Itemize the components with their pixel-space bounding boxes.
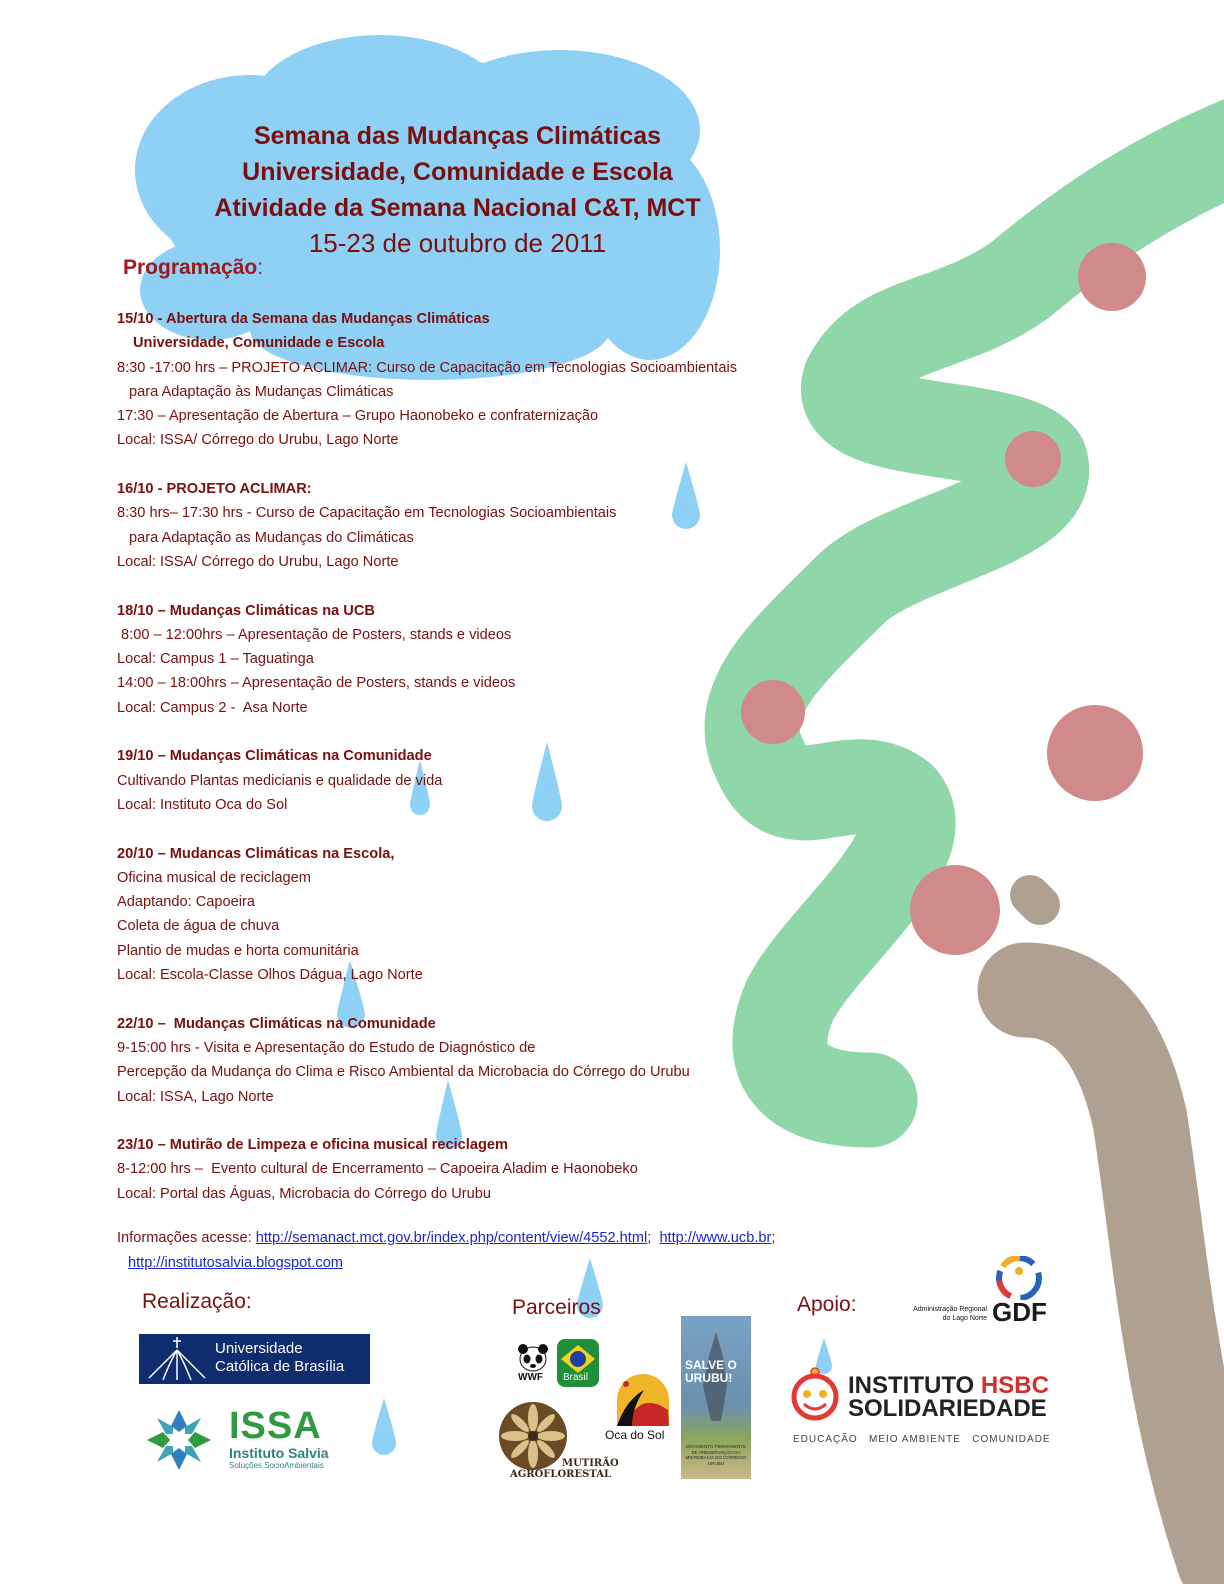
event-location: Local: Campus 1 – Taguatinga <box>117 651 314 668</box>
header-subtitle: Universidade, Comunidade e Escola <box>242 158 673 186</box>
urubu-line1: SALVE O <box>685 1358 737 1372</box>
issa-name: ISSA <box>229 1405 322 1447</box>
programacao-heading <box>123 256 263 280</box>
header-activity: Atividade da Semana Nacional C&T, MCT <box>214 194 701 222</box>
hsbc-instituto: INSTITUTO <box>848 1372 981 1399</box>
event-22-10 <box>117 1012 767 1109</box>
hsbc-tagline: EDUCAÇÃO MEIO AMBIENTE COMUNIDADE <box>793 1434 1051 1445</box>
gdf-line2: do Lago Norte <box>942 1315 987 1322</box>
link-ucb[interactable]: http://www.ucb.br <box>659 1230 772 1246</box>
event-19-10 <box>117 744 767 817</box>
info-separator: ; <box>647 1230 660 1246</box>
event-location: Local: ISSA/ Córrego do Urubu, Lago Norte <box>117 553 399 570</box>
mutirao-line2: AGROFLORESTAL <box>510 1469 612 1480</box>
event-title: 15/10 - Abertura da Semana das Mudanças Climáticas <box>117 311 490 327</box>
event-subtitle: Universidade, Comunidade e Escola <box>133 335 385 352</box>
issa-flower-icon <box>138 1405 220 1475</box>
ucb-cathedral-icon <box>143 1334 213 1384</box>
event-line: Oficina musical de reciclagem <box>117 869 311 886</box>
event-line: Plantio de mudas e horta comunitária <box>117 942 359 959</box>
info-prefix: Informações acesse: <box>117 1230 256 1246</box>
event-23-10 <box>117 1133 767 1206</box>
ucb-logo <box>139 1334 370 1384</box>
parceiros-label: Parceiros <box>512 1296 601 1319</box>
salve-urubu-poster <box>681 1316 751 1479</box>
mutirao-mandala-icon <box>497 1401 569 1471</box>
event-location: Local: Campus 2 - Asa Norte <box>117 699 308 716</box>
event-16-10 <box>117 477 767 574</box>
info-line-2 <box>117 1251 775 1276</box>
issa-logo <box>229 1407 329 1471</box>
ucb-text <box>215 1340 344 1376</box>
ucb-line1: Universidade <box>215 1340 303 1357</box>
issa-line1: Instituto Salvia <box>229 1445 329 1461</box>
header-title: Semana das Mudanças Climáticas <box>253 122 662 150</box>
header-date: 15-23 de outubro de 2011 <box>308 228 607 258</box>
event-title: 22/10 – Mudanças Climáticas na Comunidade <box>117 1015 436 1032</box>
apoio-label: Apoio: <box>797 1293 857 1316</box>
event-line: 8-12:00 hrs – Evento cultural de Encerramento – Capoeira Aladim e Haonobeko <box>117 1161 638 1178</box>
hsbc-line2: SOLIDARIEDADE <box>848 1395 1047 1422</box>
oca-label: Oca do Sol <box>605 1428 665 1442</box>
gdf-admin-text <box>909 1305 987 1323</box>
event-title: 16/10 - PROJETO ACLIMAR: <box>117 481 312 498</box>
link-institutosalvia[interactable]: http://institutosalvia.blogspot.com <box>128 1255 343 1271</box>
brasil-label: Brasil <box>563 1372 589 1383</box>
gdf-name: GDF <box>992 1297 1047 1327</box>
info-links <box>117 1226 775 1276</box>
green-snake <box>752 140 1224 1100</box>
mutirao-line1: MUTIRÃO <box>562 1458 619 1469</box>
gdf-line1: Administração Regional <box>913 1306 987 1313</box>
issa-line2: Soluções SocioAmbientais <box>229 1461 324 1470</box>
hsbc-brand: HSBC <box>980 1372 1049 1399</box>
event-line: 8:30 hrs– 17:30 hrs - Curso de Capacitação em Tecnologias Socioambientais <box>117 505 617 522</box>
event-line: 8:30 -17:00 hrs – PROJETO ACLIMAR: Curso de Capacitação em Tecnologias Socioambientais <box>117 359 738 376</box>
gdf-emblem-icon <box>992 1256 1046 1300</box>
event-title: 19/10 – Mudanças Climáticas na Comunidade <box>117 748 432 765</box>
event-title: 20/10 – Mudancas Climáticas na Escola, <box>117 845 395 862</box>
event-20-10 <box>117 842 767 988</box>
event-location: Local: Instituto Oca do Sol <box>117 796 288 813</box>
event-line: 9-15:00 hrs - Visita e Apresentação do Estudo de Diagnóstico de <box>117 1039 536 1056</box>
ucb-line2: Católica de Brasília <box>215 1358 345 1375</box>
programacao-label: Programação <box>123 256 258 279</box>
urubu-line2: URUBU! <box>685 1371 733 1385</box>
wwf-label: WWF <box>518 1372 543 1383</box>
oca-do-sol-icon <box>614 1370 672 1430</box>
brown-branch <box>1025 895 1224 1560</box>
event-line: Coleta de água de chuva <box>117 918 280 935</box>
event-line: Adaptando: Capoeira <box>117 894 255 911</box>
event-line: para Adaptação as Mudanças do Climáticas <box>129 529 414 546</box>
poster-header <box>150 118 765 260</box>
event-location: Local: Escola-Classe Olhos Dágua, Lago Norte <box>117 967 423 984</box>
event-line: 14:00 – 18:00hrs – Apresentação de Posters, stands e videos <box>117 675 516 692</box>
event-title: 23/10 – Mutirão de Limpeza e oficina musical reciclagem <box>117 1137 508 1154</box>
event-title: 18/10 – Mudanças Climáticas na UCB <box>117 602 375 619</box>
realizacao-label: Realização: <box>142 1290 252 1313</box>
event-location: Local: ISSA, Lago Norte <box>117 1088 274 1105</box>
urubu-footer: MOVIMENTO PERMANENTE DE PRESERVAÇÃO DA MICROBACIA DO CÓRREGO URUBU <box>685 1444 747 1466</box>
event-line: Percepção da Mudança do Clima e Risco Ambiental da Microbacia do Córrego do Urubu <box>117 1064 690 1081</box>
event-line: 17:30 – Apresentação de Abertura – Grupo Haonobeko e confraternização <box>117 408 599 425</box>
hsbc-people-icon <box>790 1366 840 1422</box>
info-separator: ; <box>771 1230 776 1246</box>
schedule <box>117 307 767 1230</box>
event-15-10 <box>117 307 767 453</box>
event-18-10 <box>117 599 767 720</box>
info-line-1 <box>117 1226 775 1251</box>
event-location: Local: ISSA/ Córrego do Urubu, Lago Norte <box>117 432 399 449</box>
event-location: Local: Portal das Águas, Microbacia do Córrego do Urubu <box>117 1185 491 1202</box>
link-semanact[interactable]: http://semanact.mct.gov.br/index.php/content/view/4552.html <box>255 1230 648 1246</box>
programacao-colon: : <box>257 256 264 279</box>
event-line: Cultivando Plantas medicianis e qualidade de vida <box>117 772 443 789</box>
event-line: para Adaptação às Mudanças Climáticas <box>129 383 394 400</box>
event-line: 8:00 – 12:00hrs – Apresentação de Posters, stands e videos <box>117 626 512 643</box>
